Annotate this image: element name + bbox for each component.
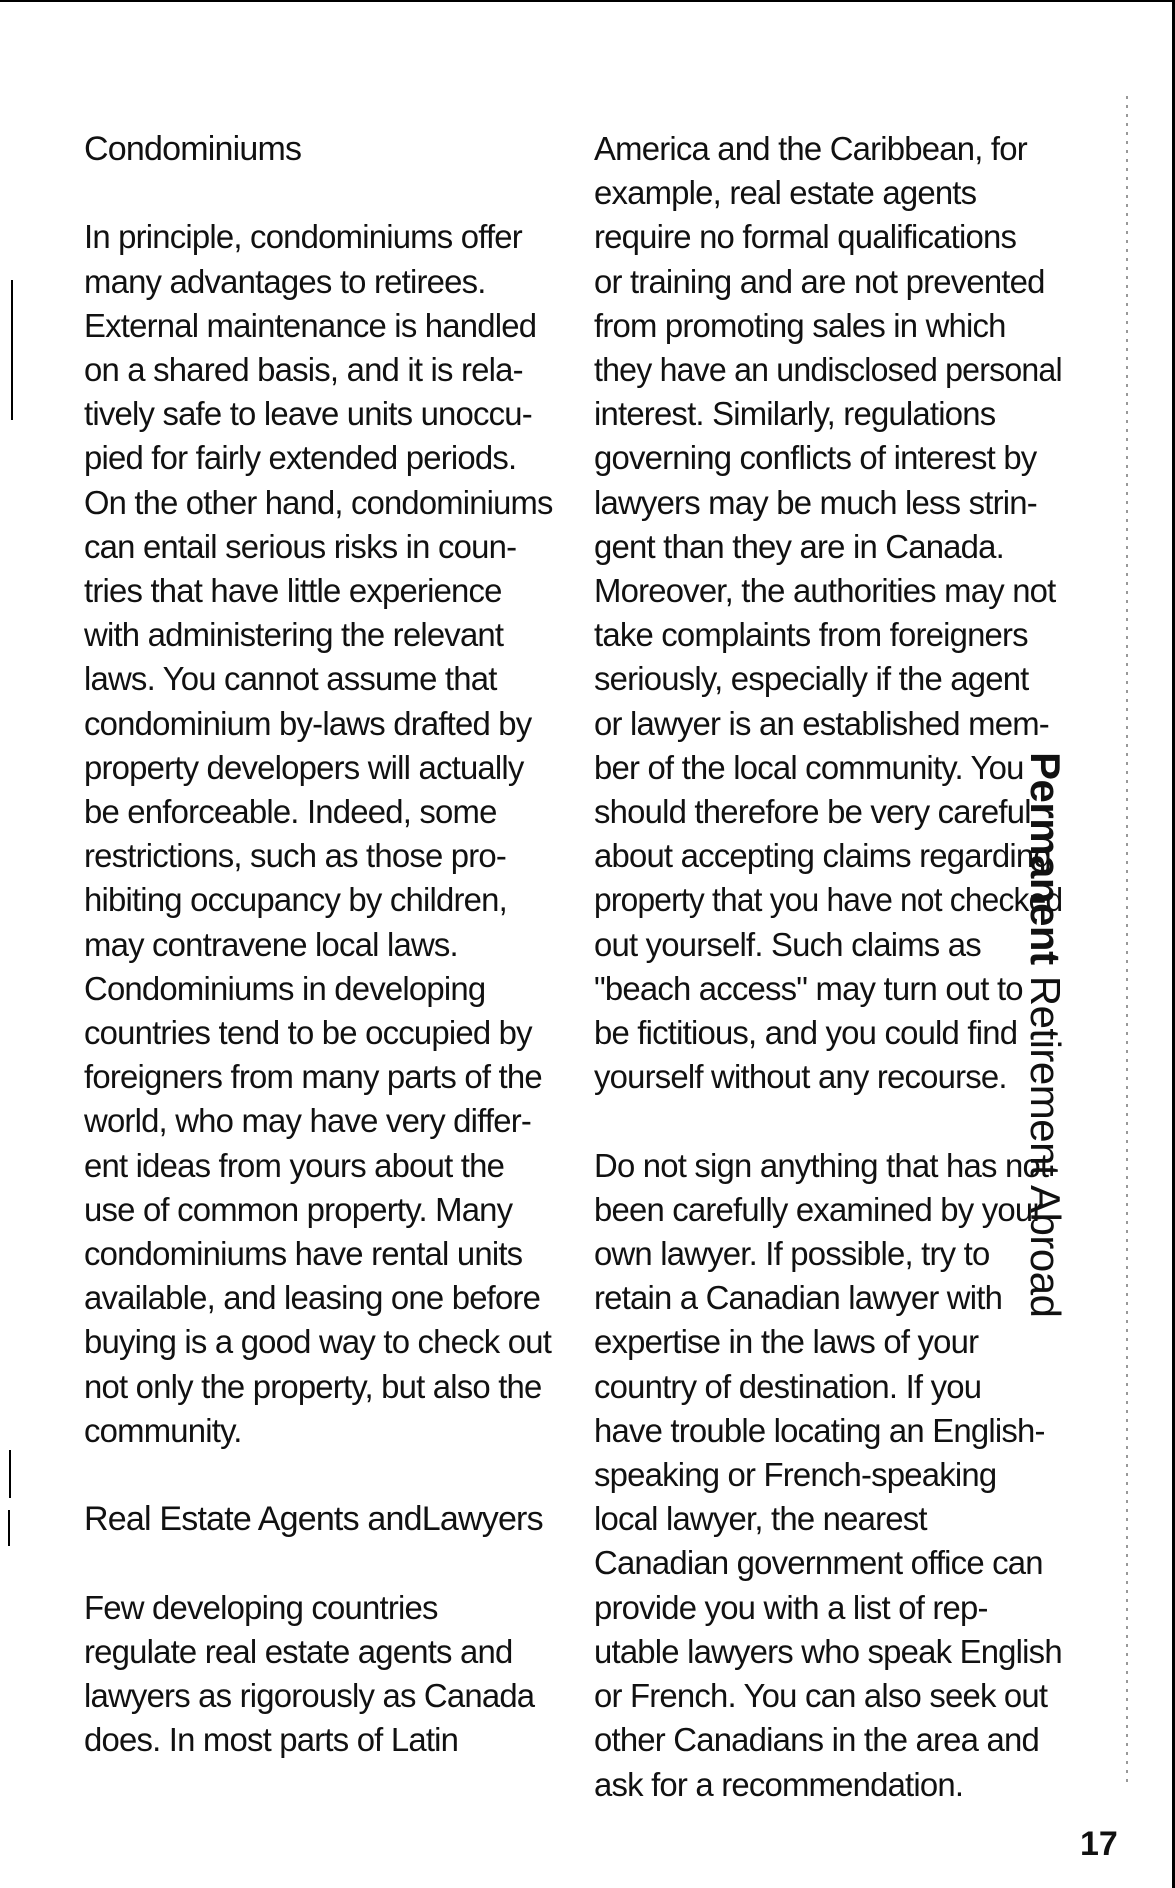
text-line: provide you with a list of rep- [594, 1588, 988, 1626]
text-line: require no formal qualifications [594, 218, 1017, 256]
text-line: with administering the relevant [84, 616, 504, 654]
text-line: example, real estate agents [594, 174, 977, 212]
text-line: foreigners from many parts of the [84, 1058, 542, 1096]
text-line: restrictions, such as those pro- [84, 837, 507, 875]
running-header-rest: Retirement Abroad [1022, 964, 1069, 1318]
text-line: from promoting sales in which [594, 306, 1006, 344]
scan-mark [9, 1450, 11, 1498]
text-line: not only the property, but also the [84, 1367, 542, 1405]
scan-mark [8, 1510, 10, 1546]
text-line: many advantages to retirees. [84, 262, 486, 300]
text-line: about accepting claims regarding [594, 837, 1051, 875]
text-line: condominium by-laws drafted by [84, 704, 532, 742]
scan-edge-noise [1126, 96, 1128, 1786]
text-line: hibiting occupancy by children, [84, 881, 507, 919]
text-line: Real Estate Agents and [84, 1500, 422, 1539]
text-line: utable lawyers who speak English [594, 1632, 1062, 1670]
right-column [594, 127, 1064, 1807]
text-line: should therefore be very careful [594, 793, 1031, 831]
text-line: Moreover, the authorities may not [594, 572, 1056, 610]
text-line: countries tend to be occupied by [84, 1014, 532, 1052]
text-line: world, who may have very differ- [84, 1102, 532, 1140]
text-line: tively safe to leave units unoccu- [84, 395, 532, 433]
text-line: be fictitious, and you could find [594, 1014, 1018, 1052]
text-line: ent ideas from yours about the [84, 1146, 505, 1184]
text-line: Do not sign anything that has not [594, 1146, 1049, 1184]
text-line: other Canadians in the area and [594, 1721, 1039, 1759]
text-line: laws. You cannot assume that [84, 660, 497, 698]
page-number: 17 [1080, 1825, 1118, 1863]
text-line: External maintenance is handled [84, 306, 537, 344]
text-line: be enforceable. Indeed, some [84, 793, 497, 831]
text-line: condominiums have rental units [84, 1235, 523, 1273]
text-line: pied for fairly extended periods. [84, 439, 517, 477]
text-line: ask for a recommendation. [594, 1765, 964, 1803]
text-line: or lawyer is an established mem- [594, 704, 1049, 742]
text-line: In principle, condominiums offer [84, 218, 522, 256]
text-line: ber of the local community. You [594, 748, 1024, 786]
text-line: tries that have little experience [84, 572, 502, 610]
text-line: take complaints from foreigners [594, 616, 1028, 654]
text-line: interest. Similarly, regulations [594, 395, 996, 433]
running-header-strong: Permanent [1022, 752, 1069, 965]
text-line: yourself without any recourse. [594, 1058, 1007, 1096]
paragraph-agents [84, 1586, 554, 1763]
section-heading-condominiums: Condominiums [84, 130, 302, 168]
text-line: country of destination. If you [594, 1367, 982, 1405]
text-line: property that you have not checked [594, 881, 1063, 919]
text-line: may contravene local laws. [84, 925, 458, 963]
text-line: Canadian government office can [594, 1544, 1043, 1582]
text-line: or French. You can also seek out [594, 1677, 1048, 1715]
text-line: on a shared basis, and it is rela- [84, 351, 523, 388]
text-line: use of common property. Many [84, 1190, 513, 1228]
text-line: they have an undisclosed personal [594, 351, 1062, 389]
text-line: gent than they are in Canada. [594, 527, 1004, 565]
text-line: does. In most parts of Latin [84, 1721, 459, 1759]
text-line: speaking or French-speaking [594, 1456, 997, 1494]
text-line: community. [84, 1411, 242, 1449]
text-line: or training and are not prevented [594, 262, 1045, 300]
text-line: have trouble locating an English- [594, 1411, 1045, 1449]
text-line: regulate real estate agents and [84, 1632, 513, 1670]
text-line: expertise in the laws of your [594, 1323, 979, 1361]
paragraph-agents-continued [594, 127, 1064, 1099]
text-line: property developers will actually [84, 748, 524, 786]
text-line: governing conflicts of interest by [594, 439, 1037, 477]
paragraph-condominiums [84, 215, 554, 1453]
section-heading-agents [84, 1497, 554, 1541]
running-header-title [1022, 752, 1068, 1317]
text-line: "beach access" may turn out to [594, 969, 1023, 1007]
text-line: buying is a good way to check out [84, 1323, 552, 1361]
text-line: own lawyer. If possible, try to [594, 1235, 990, 1273]
text-line: seriously, especially if the agent [594, 660, 1029, 698]
page-top-border [0, 0, 1175, 2]
text-line: retain a Canadian lawyer with [594, 1279, 1003, 1317]
text-line: can entail serious risks in coun- [84, 527, 517, 565]
text-line: been carefully examined by your [594, 1190, 1043, 1228]
text-line: Lawyers [421, 1500, 543, 1539]
left-column [84, 127, 554, 1762]
text-line: America and the Caribbean, for [594, 130, 1027, 167]
text-line: lawyers may be much less strin- [594, 483, 1037, 521]
scan-mark [11, 280, 13, 420]
text-line: lawyers as rigorously as Canada [84, 1677, 535, 1715]
text-line: out yourself. Such claims as [594, 925, 981, 963]
text-line: On the other hand, condominiums [84, 483, 553, 521]
text-line: available, and leasing one before [84, 1279, 541, 1317]
text-line: Condominiums in developing [84, 969, 486, 1007]
text-line: local lawyer, the nearest [594, 1500, 927, 1538]
text-line: Few developing countries [84, 1588, 438, 1626]
paragraph-do-not-sign [594, 1144, 1064, 1807]
